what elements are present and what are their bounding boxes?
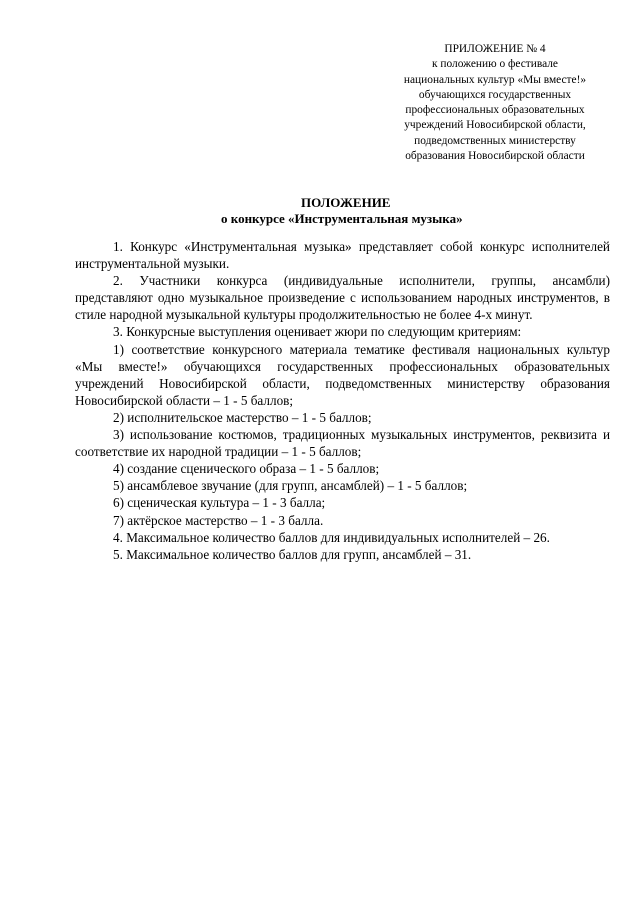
paragraph: 5. Максимальное количество баллов для групп, ансамблей – 31. xyxy=(113,546,472,562)
header-line: ПРИЛОЖЕНИЕ № 4 xyxy=(444,43,546,55)
header-line: обучающихся государственных xyxy=(418,88,572,101)
title-line-2: о конкурсе «Инструментальная музыка» xyxy=(221,211,463,226)
appendix-header xyxy=(380,42,610,164)
header-line: образования Новосибирской области xyxy=(405,150,585,163)
header-line: к положению о фестивале xyxy=(432,58,558,71)
paragraph: 1) соответствие конкурсного материала тематике фестиваля национальных культур «Мы вместе!» обучающихся государственных профессиональных образовательных учреждений Новосибирской области, подведомственных министерству образования Новосибирской области – 1 - 5 баллов; xyxy=(75,341,610,408)
paragraph: 2) исполнительское мастерство – 1 - 5 баллов; xyxy=(113,409,372,425)
document-body xyxy=(75,238,610,563)
paragraph: 1. Конкурс «Инструментальная музыка» представляет собой конкурс исполнителей инструментальной музыки. xyxy=(75,239,610,272)
paragraph: 4) создание сценического образа – 1 - 5 баллов; xyxy=(113,461,380,477)
paragraph: 4. Максимальное количество баллов для индивидуальных исполнителей – 26. xyxy=(113,529,550,545)
paragraph: 2. Участники конкурса (индивидуальные исполнители, группы, ансамбли) представляют одно музыкальное произведение с использованием народных инструментов, в стиле народной музыкальной культуры продолжительностью не более 4-х минут. xyxy=(75,273,610,323)
header-line: профессиональных образовательных xyxy=(405,104,585,117)
title-line-1: ПОЛОЖЕНИЕ xyxy=(301,195,391,210)
document-title xyxy=(75,195,610,227)
paragraph: 3. Конкурсные выступления оценивает жюри по следующим критериям: xyxy=(113,324,522,340)
paragraph: 3) использование костюмов, традиционных музыкальных инструментов, реквизита и соответствие их народной традиции – 1 - 5 баллов; xyxy=(75,427,610,460)
paragraph: 7) актёрское мастерство – 1 - 3 балла. xyxy=(113,512,324,528)
paragraph: 5) ансамблевое звучание (для групп, ансамблей) – 1 - 5 баллов; xyxy=(113,478,468,494)
header-line: национальных культур «Мы вместе!» xyxy=(403,73,587,86)
header-line: подведомственных министерству xyxy=(414,134,576,147)
paragraph: 6) сценическая культура – 1 - 3 балла; xyxy=(113,495,326,511)
header-line: учреждений Новосибирской области, xyxy=(404,119,586,132)
